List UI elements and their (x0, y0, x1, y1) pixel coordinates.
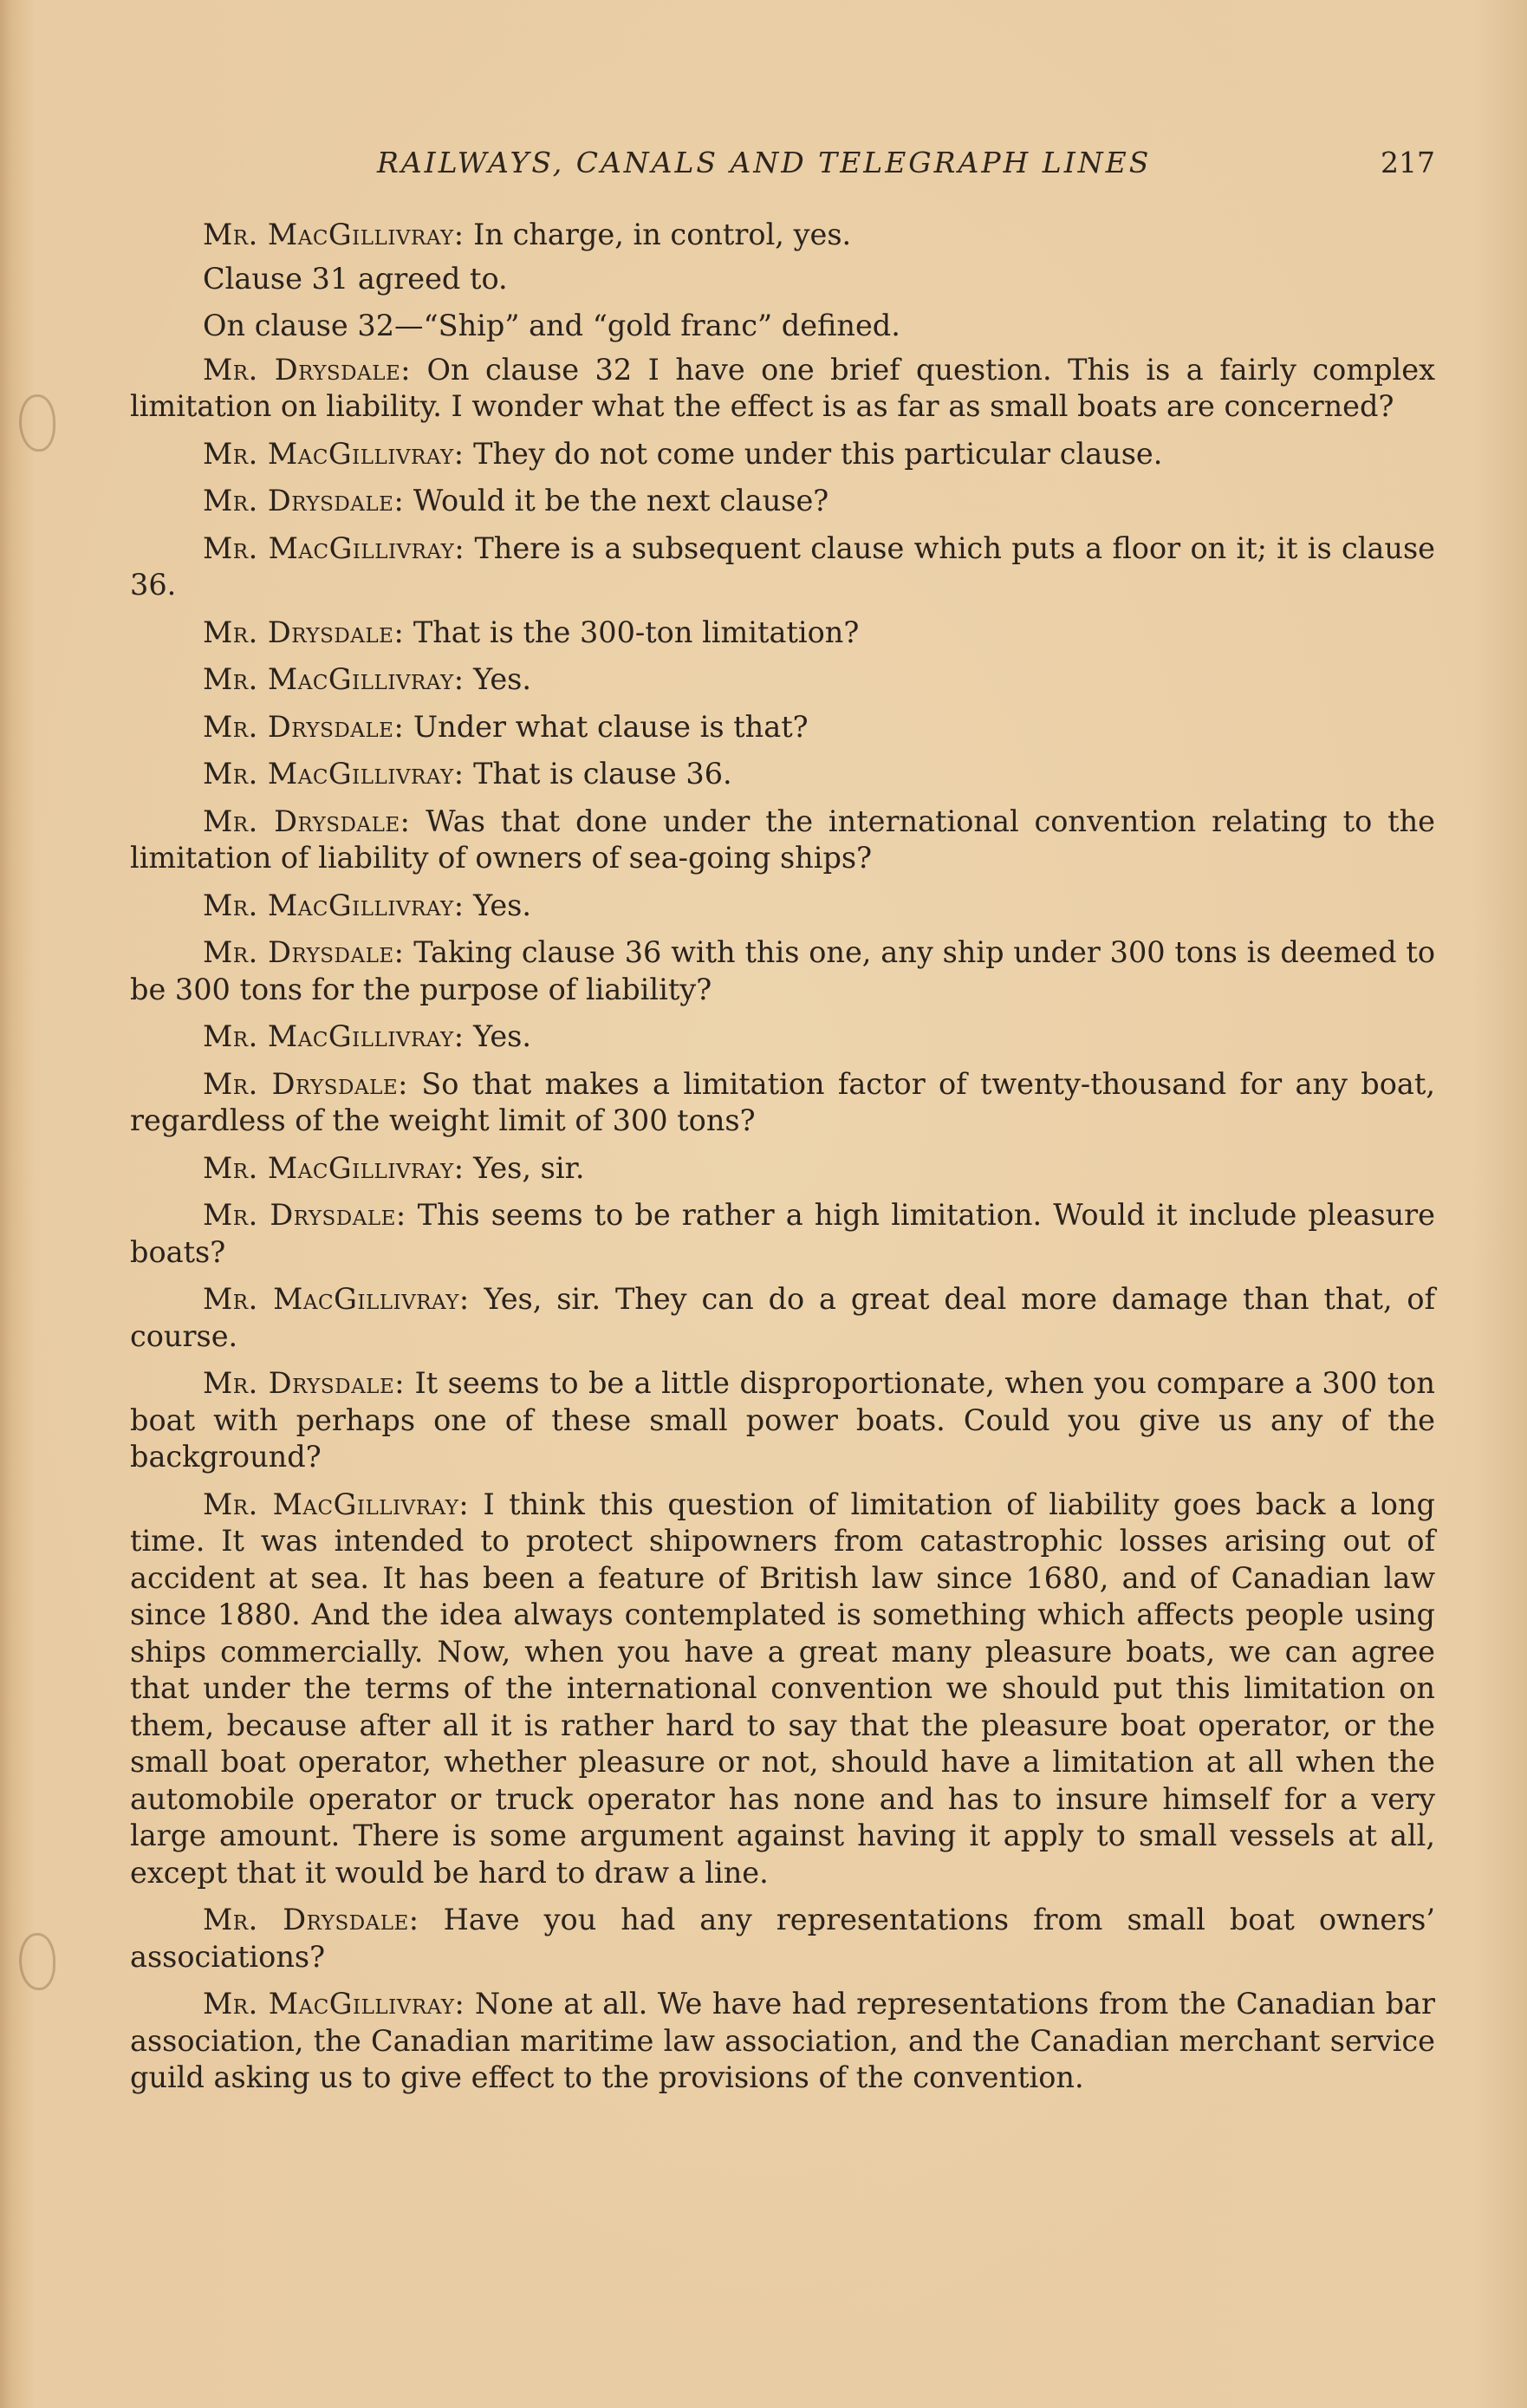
transcript-paragraph (130, 1281, 1435, 1355)
paragraph-text: Would it be the next clause? (413, 484, 829, 517)
paragraph-text: Yes. (473, 1019, 532, 1053)
speaker-name: Mr. Drysdale: (203, 1903, 419, 1936)
transcript-paragraph (130, 1150, 1435, 1188)
paragraph-text: Yes. (473, 662, 532, 696)
transcript-paragraph (130, 352, 1435, 426)
page-header (130, 146, 1435, 189)
transcript-paragraph (130, 804, 1435, 877)
paragraph-text: So that makes a limitation factor of twenty-thousand for any boat, regardless of the weight limit of 300 tons? (130, 1066, 1435, 1137)
speaker-name: Mr. MacGillivray: (203, 888, 465, 922)
paragraph-text: Yes, sir. (473, 1150, 585, 1185)
transcript-paragraph (130, 308, 1435, 345)
transcript-paragraph (130, 709, 1435, 746)
paragraph-text: In charge, in control, yes. (473, 218, 852, 251)
transcript-paragraph (130, 1902, 1435, 1975)
speaker-name: Mr. MacGillivray: (203, 1150, 465, 1185)
paragraph-text: Under what clause is that? (413, 709, 809, 744)
transcript-paragraph (130, 436, 1435, 473)
paragraph-text: Clause 31 agreed to. (203, 261, 508, 296)
paragraph-text: This seems to be rather a high limitation. Would it include pleasure boats? (130, 1198, 1435, 1269)
paragraph-text: Taking clause 36 with this one, any ship under 300 tons is deemed to be 300 tons for the purpose of liability? (130, 935, 1435, 1006)
transcript-paragraph (130, 217, 1435, 254)
paragraph-text: That is clause 36. (473, 757, 732, 791)
page-stain-mark (19, 394, 55, 452)
paragraph-text: Have you had any representations from small boat owners’ associations? (130, 1903, 1435, 1974)
speaker-name: Mr. Drysdale: (203, 484, 405, 517)
speaker-name: Mr. Drysdale: (203, 352, 412, 387)
paragraph-text: That is the 300-ton limitation? (413, 615, 860, 649)
speaker-name: Mr. Drysdale: (203, 615, 405, 649)
transcript-paragraph (130, 483, 1435, 520)
speaker-name: Mr. MacGillivray: (203, 1019, 465, 1053)
speaker-name: Mr. Drysdale: (203, 709, 405, 744)
speaker-name: Mr. MacGillivray: (203, 1987, 465, 2021)
speaker-name: Mr. Drysdale: (203, 1066, 408, 1101)
speaker-name: Mr. MacGillivray: (203, 757, 465, 791)
transcript-paragraph (130, 1365, 1435, 1476)
paragraph-text: None at all. We have had representations from the Canadian bar association, the Canadian maritime law association, and the Canadian merchant service guild asking us to give effect to the provisions of the convention. (130, 1987, 1436, 2094)
page-stain-mark (19, 1933, 55, 1990)
speaker-name: Mr. Drysdale: (203, 804, 411, 838)
speaker-name: Mr. MacGillivray: (203, 218, 465, 251)
transcript-paragraph (130, 1986, 1435, 2097)
transcript-paragraph (130, 1197, 1435, 1271)
speaker-name: Mr. MacGillivray: (203, 662, 465, 696)
speaker-name: Mr. Drysdale: (203, 1198, 406, 1232)
speaker-name: Mr. MacGillivray: (203, 1487, 470, 1521)
transcript-paragraph (130, 661, 1435, 699)
speaker-name: Mr. MacGillivray: (203, 1282, 470, 1316)
transcript-body (130, 217, 1435, 2107)
paragraph-text: There is a subsequent clause which puts a floor on it; it is clause 36. (130, 530, 1435, 602)
paragraph-text: They do not come under this particular clause. (473, 436, 1163, 471)
paragraph-text: Yes. (473, 888, 532, 922)
paragraph-text: Was that done under the international convention relating to the limitation of liability of owners of sea-going ships? (130, 804, 1435, 875)
paragraph-text: It seems to be a little disproportionate, when you compare a 300 ton boat with perhaps one of these small power boats. Could you give us any of the background? (130, 1366, 1435, 1474)
speaker-name: Mr. Drysdale: (203, 1366, 406, 1400)
transcript-paragraph (130, 261, 1435, 298)
transcript-paragraph (130, 1487, 1435, 1892)
transcript-paragraph (130, 756, 1435, 793)
transcript-paragraph (130, 530, 1435, 604)
speaker-name: Mr. Drysdale: (203, 935, 405, 969)
paragraph-text: Yes, sir. They can do a great deal more damage than that, of course. (130, 1282, 1435, 1353)
page-number: 217 (1381, 146, 1435, 179)
transcript-paragraph (130, 934, 1435, 1008)
transcript-paragraph (130, 1019, 1435, 1056)
speaker-name: Mr. MacGillivray: (203, 436, 465, 471)
transcript-paragraph (130, 615, 1435, 652)
paragraph-text: On clause 32 I have one brief question. This is a fairly complex limitation on liability. I wonder what the effect is as far as small boats are concerned? (130, 352, 1435, 423)
transcript-paragraph (130, 888, 1435, 925)
speaker-name: Mr. MacGillivray: (203, 530, 465, 565)
paragraph-text: On clause 32—“Ship” and “gold franc” defined. (203, 309, 900, 342)
transcript-paragraph (130, 1066, 1435, 1140)
paragraph-text: I think this question of limitation of liability goes back a long time. It was intended to protect shipowners from catastrophic losses arising out of accident at sea. It has been a feature of British law since 1680, and of Canadian law since 1880. And the idea always contemplated is something which affects people using ships commercially. Now, when you have a great many pleasure boats, we can agree that under the terms of the international convention we should put this limitation on them, because after all it is rather hard to say that the pleasure boat operator, or the small boat operator, whether pleasure or not, should have a limitation at all when the automobile operator or truck operator has none and has to insure himself for a very large amount. There is some argument against having it apply to small vessels at all, except that it would be hard to draw a line. (130, 1487, 1435, 1890)
running-title: RAILWAYS, CANALS AND TELEGRAPH LINES (377, 146, 1152, 179)
